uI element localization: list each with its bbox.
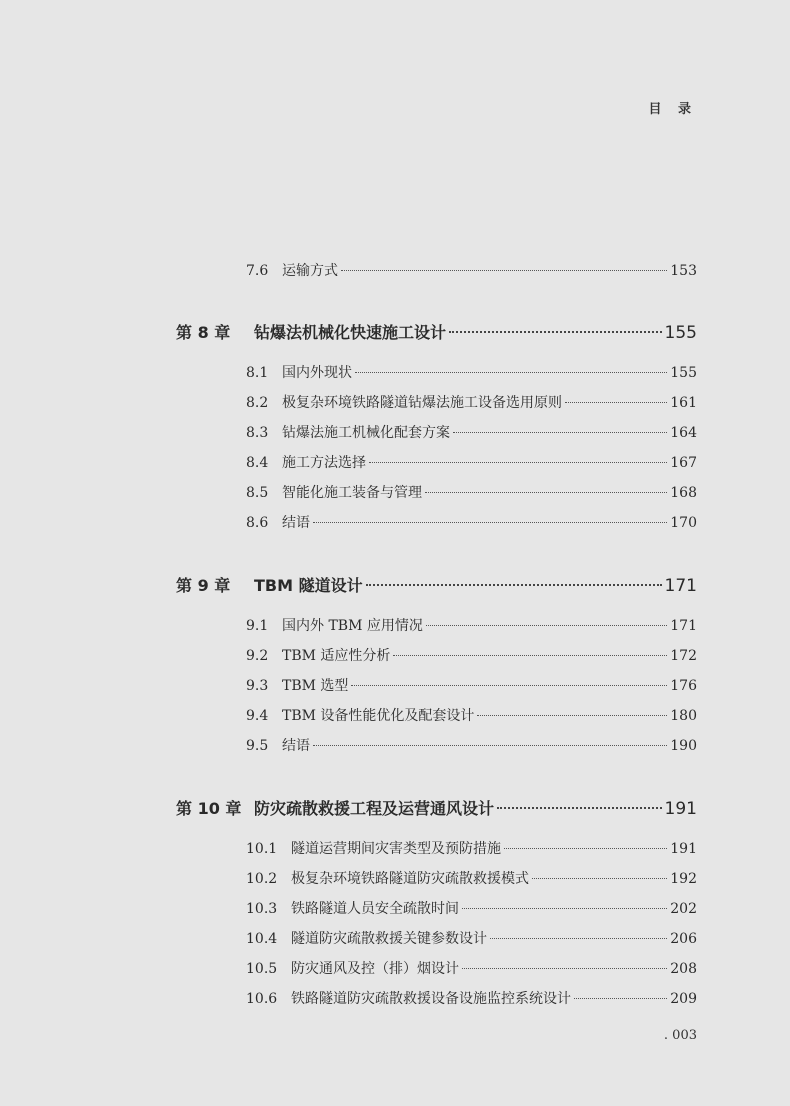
section-title: 隧道防灾疏散救援关键参数设计 — [291, 931, 487, 947]
toc-section-9-3[interactable] — [246, 675, 697, 695]
toc-chapter-10[interactable] — [176, 796, 697, 820]
section-title: TBM 选型 — [282, 678, 349, 694]
toc-section-10-1[interactable] — [246, 838, 697, 858]
toc-section-9-4[interactable] — [246, 705, 697, 725]
dot-leader — [426, 625, 667, 626]
section-title: 防灾通风及控（排）烟设计 — [291, 961, 459, 977]
toc-section-8-3[interactable] — [246, 422, 697, 442]
page-number: 155 — [670, 365, 697, 381]
toc-section-8-1[interactable] — [246, 362, 697, 382]
page-number: 164 — [670, 425, 697, 441]
dot-leader — [490, 938, 667, 939]
section-number: 10.4 — [246, 931, 278, 947]
section-number: 9.1 — [246, 618, 269, 634]
toc-section-8-2[interactable] — [246, 392, 697, 412]
section-number: 10.6 — [246, 991, 278, 1007]
section-title: 钻爆法施工机械化配套方案 — [282, 425, 450, 441]
dot-leader — [313, 745, 667, 746]
dot-leader — [425, 492, 667, 493]
section-number: 8.4 — [246, 455, 269, 471]
dot-leader — [369, 462, 667, 463]
dot-leader — [532, 878, 667, 879]
dot-leader — [393, 655, 667, 656]
page-number: 202 — [670, 901, 697, 917]
toc-section-10-3[interactable] — [246, 898, 697, 918]
section-number: 10.5 — [246, 961, 278, 977]
toc-chapter-8[interactable] — [176, 320, 697, 344]
dot-leader — [449, 331, 662, 333]
section-title: 结语 — [282, 738, 310, 754]
toc-section-10-6[interactable] — [246, 988, 697, 1008]
section-title: 智能化施工装备与管理 — [282, 485, 422, 501]
section-number: 8.3 — [246, 425, 269, 441]
page-number: 176 — [670, 678, 697, 694]
toc-section-10-5[interactable] — [246, 958, 697, 978]
section-title: 极复杂环境铁路隧道防灾疏散救援模式 — [291, 871, 529, 887]
page-number: 155 — [664, 323, 697, 343]
dot-leader — [453, 432, 667, 433]
page-number: 170 — [670, 515, 697, 531]
dot-leader — [497, 807, 662, 809]
page-number: 190 — [670, 738, 697, 754]
section-number: 10.1 — [246, 841, 278, 857]
section-number: 10.3 — [246, 901, 278, 917]
page-number: 161 — [670, 395, 697, 411]
section-number: 7.6 — [246, 263, 269, 279]
running-header: 目 录 — [648, 102, 697, 117]
section-title: TBM 适应性分析 — [282, 648, 391, 664]
chapter-title: 钻爆法机械化快速施工设计 — [254, 323, 447, 342]
section-title: 运输方式 — [282, 263, 338, 279]
dot-leader — [477, 715, 667, 716]
section-title: 隧道运营期间灾害类型及预防措施 — [291, 841, 501, 857]
page-number: 191 — [670, 841, 697, 857]
section-number: 9.4 — [246, 708, 269, 724]
page-number: 168 — [670, 485, 697, 501]
chapter-title: TBM 隧道设计 — [254, 576, 363, 595]
folio-page-number: . 003 — [663, 1028, 697, 1043]
toc-section-7-6[interactable] — [246, 260, 697, 280]
section-title: 铁路隧道防灾疏散救援设备设施监控系统设计 — [291, 991, 571, 1007]
section-title: 铁路隧道人员安全疏散时间 — [291, 901, 459, 917]
section-number: 8.2 — [246, 395, 269, 411]
dot-leader — [574, 998, 667, 999]
page-number: 153 — [670, 263, 697, 279]
section-title: 国内外现状 — [282, 365, 352, 381]
section-number: 8.6 — [246, 515, 269, 531]
page-number: 172 — [670, 648, 697, 664]
dot-leader — [351, 685, 667, 686]
section-number: 8.5 — [246, 485, 269, 501]
section-title: 极复杂环境铁路隧道钻爆法施工设备选用原则 — [282, 395, 562, 411]
dot-leader — [313, 522, 667, 523]
toc-section-9-2[interactable] — [246, 645, 697, 665]
toc-section-10-2[interactable] — [246, 868, 697, 888]
dot-leader — [355, 372, 667, 373]
section-number: 8.1 — [246, 365, 269, 381]
page-number: 171 — [664, 576, 697, 596]
section-title: 结语 — [282, 515, 310, 531]
dot-leader — [504, 848, 667, 849]
toc-section-8-5[interactable] — [246, 482, 697, 502]
dot-leader — [366, 584, 662, 586]
page-number: 206 — [670, 931, 697, 947]
page-number: 167 — [670, 455, 697, 471]
toc-section-10-4[interactable] — [246, 928, 697, 948]
dot-leader — [341, 270, 667, 271]
chapter-label: 第 9 章 — [176, 576, 231, 595]
section-title: TBM 设备性能优化及配套设计 — [282, 708, 475, 724]
section-number: 9.5 — [246, 738, 269, 754]
section-title: 施工方法选择 — [282, 455, 366, 471]
chapter-title: 防灾疏散救援工程及运营通风设计 — [254, 799, 495, 818]
page-number: 192 — [670, 871, 697, 887]
toc-chapter-9[interactable] — [176, 573, 697, 597]
chapter-label: 第 10 章 — [176, 799, 242, 818]
toc-section-9-1[interactable] — [246, 615, 697, 635]
toc-section-9-5[interactable] — [246, 735, 697, 755]
section-number: 9.2 — [246, 648, 269, 664]
page-number: 180 — [670, 708, 697, 724]
section-number: 9.3 — [246, 678, 269, 694]
chapter-label: 第 8 章 — [176, 323, 231, 342]
section-number: 10.2 — [246, 871, 278, 887]
dot-leader — [462, 908, 667, 909]
page-number: 191 — [664, 799, 697, 819]
page-number: 208 — [670, 961, 697, 977]
toc-section-8-4[interactable] — [246, 452, 697, 472]
section-title: 国内外 TBM 应用情况 — [282, 618, 423, 634]
page-number: 171 — [670, 618, 697, 634]
dot-leader — [565, 402, 667, 403]
toc-section-8-6[interactable] — [246, 512, 697, 532]
dot-leader — [462, 968, 667, 969]
page-number: 209 — [670, 991, 697, 1007]
